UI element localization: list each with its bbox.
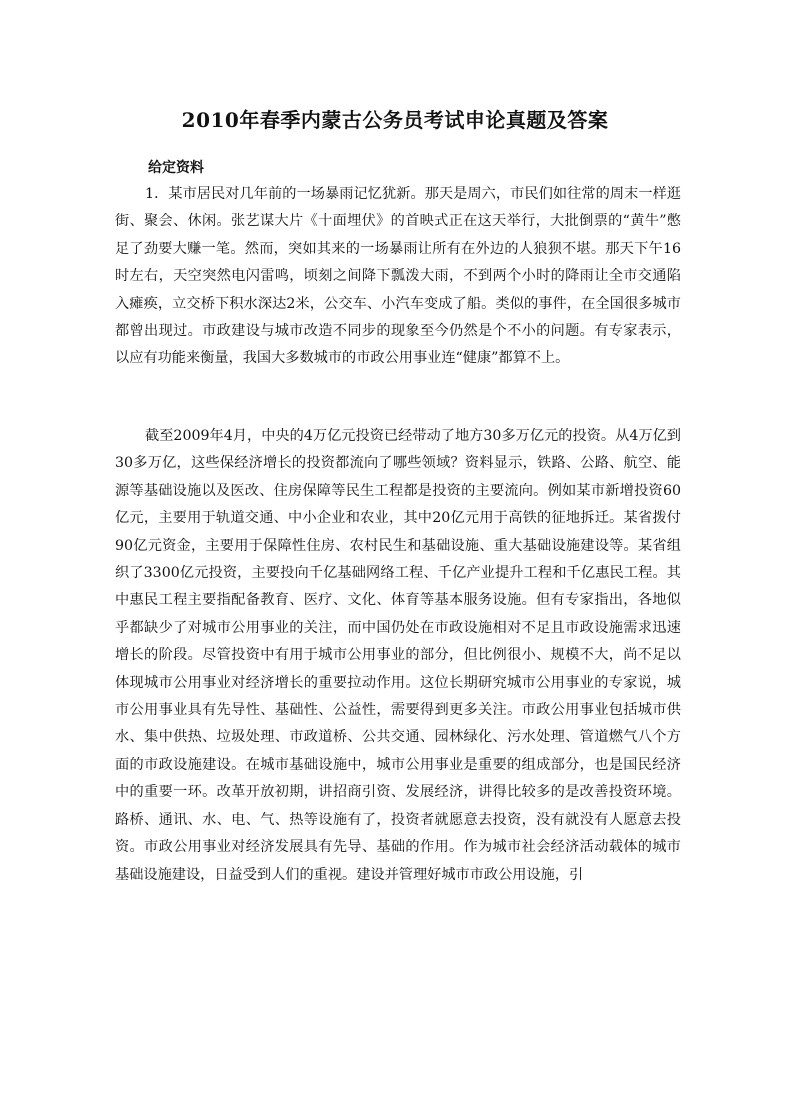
paragraph-2: 截至2009年4月，中央的4万亿元投资已经带动了地方30多万亿元的投资。从4万亿到30多万亿，这些保经济增长的投资都流向了哪些领域？资料显示，铁路、公路、航空、能源等基础设施以及医改、住房保障等民生工程都是投资的主要流向。例如某市新增投资60亿元，主要用于轨道交通、中小企业和农业，其中20亿元用于高铁的征地拆迁。某省拨付90亿元资金，主要用于保障性住房、农村民生和基础设施、重大基础设施建设等。某省组织了3300亿元投资，主要投向千亿基础网络工程、千亿产业提升工程和千亿惠民工程。其中惠民工程主要指配备教育、医疗、文化、体育等基本服务设施。但有专家指出，各地似乎都缺少了对城市公用事业的关注，而中国仍处在市政设施相对不足且市政设施需求迅速增长的阶段。尽管投资中有用于城市公用事业的部分，但比例很小、规模不大，尚不足以体现城市公用事业对经济增长的重要拉动作用。这位长期研究城市公用事业的专家说，城市公用事业具有先导性、基础性、公益性，需要得到更多关注。市政公用事业包括城市供水、集中供热、垃圾处理、市政道桥、公共交通、园林绿化、污水处理、管道燃气八个方面的市政设施建设。在城市基础设施中，城市公用事业是重要的组成部分，也是国民经济中的重要一环。改革开放初期，讲招商引资、发展经济，讲得比较多的是改善投资环境。路桥、通讯、水、电、气、热等设施有了，投资者就愿意去投资，没有就没有人愿意去投资。市政公用事业对经济发展具有先导、基础的作用。作为城市社会经济活动载体的城市基础设施建设，日益受到人们的重视。建设并管理好城市市政公用设施，引 (115, 428, 681, 883)
paragraph-1: 1．某市居民对几年前的一场暴雨记忆犹新。那天是周六，市民们如往常的周末一样逛街、聚会、休闲。张艺谋大片《十面埋伏》的首映式正在这天举行，大批倒票的“黄牛”憋足了劲要大赚一笔。然而，突如其来的一场暴雨让所有在外边的人狼狈不堪。那天下午16时左右，天空突然电闪雷鸣，顷刻之间降下瓢泼大雨，不到两个小时的降雨让全市交通陷入瘫痪，立交桥下积水深达2米，公交车、小汽车变成了船。类似的事件，在全国很多城市都曾出现过。市政建设与城市改造不同步的现象至今仍然是个不小的问题。有专家表示，以应有功能来衡量，我国大多数城市的市政公用事业连“健康”都算不上。 (115, 186, 681, 367)
section-heading: 给定资料 (148, 160, 204, 176)
page-title: 2010年春季内蒙古公务员考试申论真题及答案 (181, 108, 609, 132)
